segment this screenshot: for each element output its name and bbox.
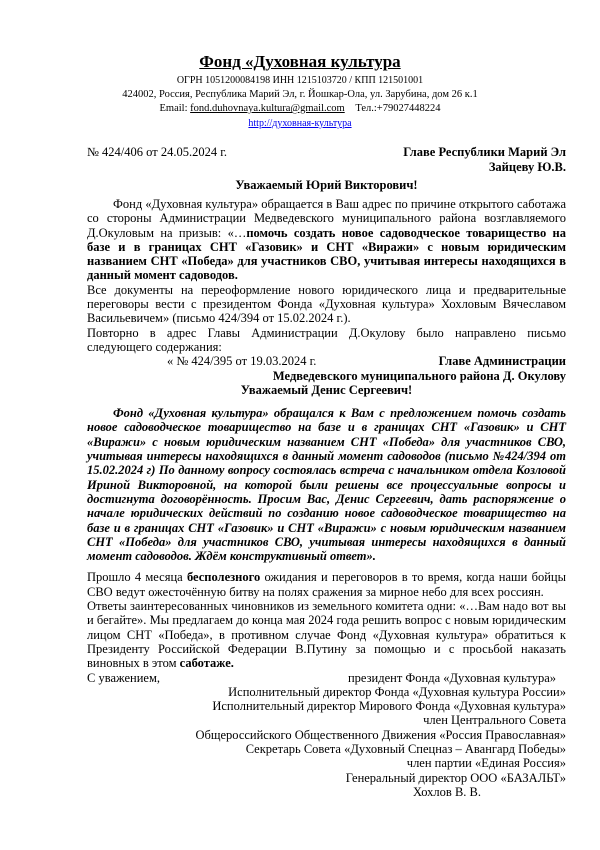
- signer-title: Исполнительный директор Фонда «Духовная культура России»: [228, 684, 566, 699]
- signer-title: член партии «Единая Россия»: [406, 756, 566, 771]
- text-segment: Все документы на переоформление нового юридического лица и предварительные переговоры вести с президентом Фонда «Духовная культура» Хохловым Вячеславом Васильевичем» (письмо 424/394 от 15.02.2024 г.).: [87, 282, 566, 326]
- paragraph-repeat-letter: [87, 326, 566, 355]
- website-link[interactable]: http://духовная-культура: [248, 118, 352, 129]
- quoted-number-date: « № 424/395 от 19.03.2024 г.: [167, 354, 317, 369]
- text-segment: Прошло 4 месяца: [87, 570, 187, 585]
- signer-title: Исполнительный директор Мирового Фонда «Духовная культура»: [212, 699, 566, 714]
- outgoing-number-date: № 424/406 от 24.05.2024 г.: [87, 145, 228, 159]
- org-registration: ОГРН 1051200084198 ИНН 1215103720 / КПП 121501001: [176, 75, 424, 86]
- signer-title: президент Фонда «Духовная культура»: [347, 670, 556, 685]
- paragraph-ultimatum: [87, 599, 566, 670]
- quoted-addressee-line: Медведевского муниципального района Д. Окулову: [272, 368, 566, 383]
- email-link[interactable]: fond.duhovnaya.kultura@gmail.com: [190, 103, 345, 114]
- paragraph-appeal: [87, 197, 566, 283]
- quoted-reference-row: [87, 354, 566, 368]
- text-segment: Ответы заинтересованных чиновников из земельного комитета одни: «…Вам надо вот вы и бегайте». Мы предлагаем до конца мая 2024 года решить вопрос с новым юридическим лицом СНТ «Победа», в противном случае Фонд «Духовная культура» обратиться к Президенту Российской Федерации В.Путину за помощью и с просьбой наказать виновных в этом: [87, 599, 566, 671]
- text-segment: саботаже.: [179, 656, 234, 671]
- addressee-line2: Зайцеву Ю.В.: [488, 160, 566, 174]
- quoted-salutation: Уважаемый Денис Сергеевич!: [240, 382, 413, 397]
- signature-name: Хохлов В. В.: [413, 784, 481, 799]
- signer-title: Генеральный директор ООО «БАЗАЛЬТ»: [345, 770, 566, 785]
- regards-label: С уважением,: [87, 670, 160, 685]
- signer-title: член Центрального Совета: [423, 713, 566, 728]
- org-website-line: [0, 117, 600, 130]
- org-address: 424002, Россия, Республика Марий Эл, г. Йошкар-Ола, ул. Зарубина, дом 26 к.1: [122, 89, 478, 100]
- phone-number: Тел.:+79027448224: [355, 103, 441, 114]
- text-segment: Фонд «Духовная культура» обращался к Вам с предложением помочь создать новое садоводческое товарищество на базе и в границах СНТ «Газовик» и СНТ «Виражи» с новым юридическим названием СНТ «Победа» для участников СВО, учитывая интересы находящихся в данный момент садоводов (письмо №424/394 от 15.02.2024 г) По данному вопросу состоялась встреча с начальником отдела Козловой Ириной Викторовной, на которой были решены все процессуальные вопросы и достигнута договорённость. Просим Вас, Денис Сергеевич, дать распоряжение о начале юридических действий по созданию новое садоводческое товарищество на базе и в границах СНТ «Газовик» и СНТ «Виражи» с новым юридическим названием СНТ «Победа» для участников СВО, учитывая интересы находящихся в данный момент садоводов. Ждём конструктивный ответ».: [87, 406, 566, 564]
- quoted-addressee-title: Главе Администрации: [438, 354, 566, 369]
- addressee-block: [403, 145, 566, 175]
- text-segment: Повторно в адрес Главы Администрации Д.Окулову было направлено письмо следующего содержания:: [87, 325, 566, 354]
- email-label: Email:: [159, 103, 188, 114]
- org-title: Фонд «Духовная культура: [199, 52, 401, 71]
- signer-title: Секретарь Совета «Духовный Спецназ – Авангард Победы»: [245, 741, 566, 756]
- closing-row: [87, 671, 566, 685]
- org-contact-line: [0, 102, 600, 115]
- text-segment: помочь создать новое садоводческое товарищество на базе и в границах СНТ «Газовик» и СНТ «Виражи» с новым юридическим названием СНТ «Победа» для участников СВО, учитывая интересы находящихся в данный момент садоводов.: [87, 225, 566, 283]
- letterhead: [0, 52, 600, 130]
- text-segment: бесполезного: [186, 570, 261, 585]
- reference-row: [87, 145, 566, 175]
- text-segment: Фонд «Духовная культура» обращается в Ваш адрес по причине открытого саботажа со стороны Администрации Медведевского муниципального района возглавляемого Д.Окуловым на призыв: «…: [87, 197, 566, 240]
- addressee-line1: Главе Республики Марий Эл: [403, 145, 566, 159]
- signer-title: Общероссийского Общественного Движения «Россия Православная»: [195, 727, 566, 742]
- paragraph-documents: [87, 283, 566, 326]
- text-segment: ожидания и переговоров в то время, когда наши бойцы СВО ведут ожесточённую битву на полях сражения за мирное небо для всех россиян.: [87, 570, 566, 599]
- quoted-letter-body: [87, 406, 566, 563]
- salutation: Уважаемый Юрий Викторович!: [235, 178, 418, 192]
- paragraph-four-months: [87, 570, 566, 599]
